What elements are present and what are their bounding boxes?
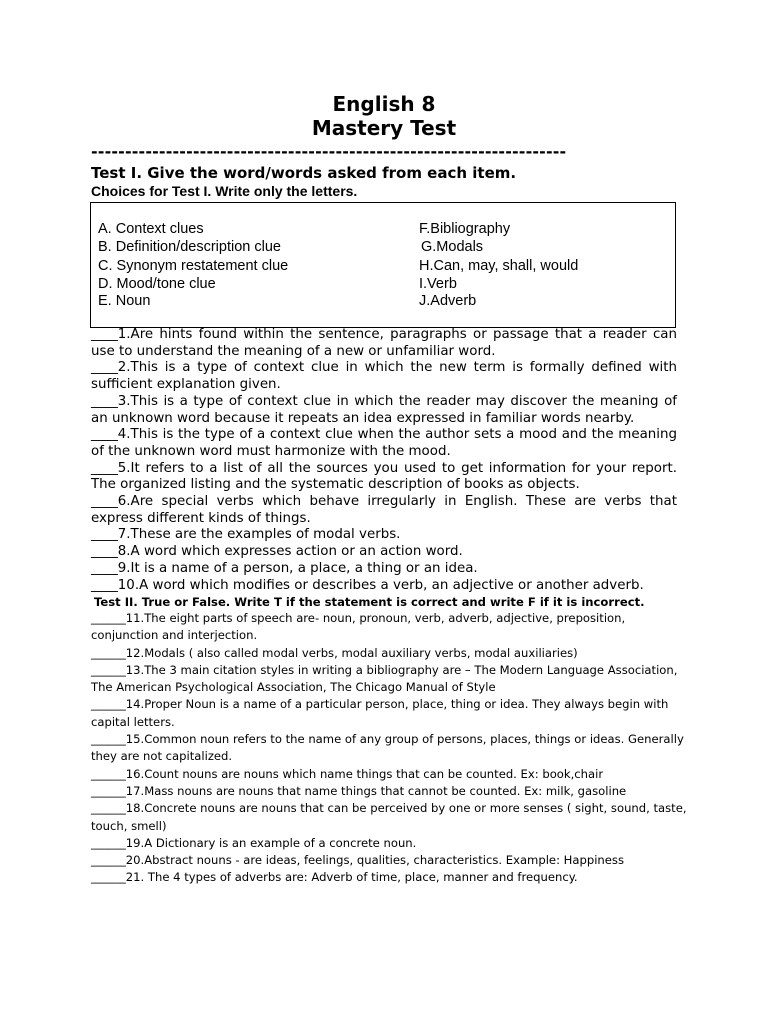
test2-items xyxy=(91,610,691,887)
test1-item-1: ____1.Are hints found within the sentence, paragraphs or passage that a reader can use to understand the meaning of a new or unfamiliar word. xyxy=(91,327,677,359)
choice-a: A. Context clues xyxy=(98,221,204,237)
page-title: English 8 xyxy=(332,92,436,116)
test1-item-6: ____6.Are special verbs which behave irregularly in English. These are verbs that express different kinds of things. xyxy=(91,494,677,526)
test2-item-16: ______16.Count nouns are nouns which name things that can be counted. Ex: book,chair xyxy=(91,766,604,781)
choice-i: I.Verb xyxy=(419,276,457,292)
test2-item-20: ______20.Abstract nouns - are ideas, feelings, qualities, characteristics. Example: Happiness xyxy=(91,853,624,868)
test1-item-10: ____10.A word which modifies or describes a verb, an adjective or another adverb. xyxy=(91,577,644,593)
page-subtitle: Mastery Test xyxy=(311,116,457,140)
test2-item-12: ______12.Modals ( also called modal verbs, modal auxiliary verbs, modal auxiliaries) xyxy=(91,645,578,660)
test2-item-13: ______13.The 3 main citation styles in writing a bibliography are – The Modern Language Association, The American Psychological Association, The Chicago Manual of Style xyxy=(91,662,678,695)
test2-item-14: ______14.Proper Noun is a name of a particular person, place, thing or idea. They always begin with capital letters. xyxy=(91,697,669,729)
test2-heading: Test II. True or False. Write T if the statement is correct and write F if it is incorrect. xyxy=(94,595,645,609)
choice-f: F.Bibliography xyxy=(419,221,511,237)
test2-item-17: ______17.Mass nouns are nouns that name things that cannot be counted. Ex: milk, gasoline xyxy=(91,783,627,798)
test2-item-15: ______15.Common noun refers to the name of any group of persons, places, things or ideas. Generally they are not capitalized. xyxy=(91,732,684,764)
test2-item-11: ______11.The eight parts of speech are- noun, pronoun, verb, adverb, adjective, preposition, conjunction and interjection. xyxy=(91,611,626,643)
choices-box xyxy=(90,202,676,328)
choices-heading: Choices for Test I. Write only the letters. xyxy=(91,183,358,199)
test1-item-8: ____8.A word which expresses action or an action word. xyxy=(91,544,463,560)
test2-item-18: ______18.Concrete nouns are nouns that can be perceived by one or more senses ( sight, sound, taste, touch, smell) xyxy=(91,801,687,833)
test1-item-3: ____3.This is a type of context clue in which the reader may discover the meaning of an unknown word because it repeats an idea expressed in familiar words nearby. xyxy=(91,393,677,426)
test1-item-5: ____5.It refers to a list of all the sources you used to get information for your report. The organized listing and the systematic description of books as objects. xyxy=(91,460,677,493)
test1-heading: Test I. Give the word/words asked from each item. xyxy=(91,164,517,182)
test2-item-19: ______19.A Dictionary is an example of a concrete noun. xyxy=(91,835,417,850)
choice-e: E. Noun xyxy=(98,293,151,309)
choice-b: B. Definition/description clue xyxy=(98,239,281,255)
test2-item-21: ______21. The 4 types of adverbs are: Adverb of time, place, manner and frequency. xyxy=(91,870,578,885)
choice-c: C. Synonym restatement clue xyxy=(98,258,289,274)
choice-j: J.Adverb xyxy=(419,293,477,309)
test1-item-7: ____7.These are the examples of modal verbs. xyxy=(91,527,401,543)
test1-item-9: ____9.It is a name of a person, a place, a thing or an idea. xyxy=(91,560,478,576)
test1-item-2: ____2.This is a type of context clue in which the new term is formally defined with sufficient explanation given. xyxy=(91,360,677,393)
dashed-divider: ---------------------------------------------------------------------- xyxy=(91,142,567,161)
test1-items xyxy=(91,327,677,594)
choice-d: D. Mood/tone clue xyxy=(98,276,216,292)
choice-g: G.Modals xyxy=(421,239,484,255)
choice-h: H.Can, may, shall, would xyxy=(419,258,579,274)
test1-item-4: ____4.This is the type of a context clue when the author sets a mood and the meaning of the unknown word must harmonize with the mood. xyxy=(91,427,677,459)
